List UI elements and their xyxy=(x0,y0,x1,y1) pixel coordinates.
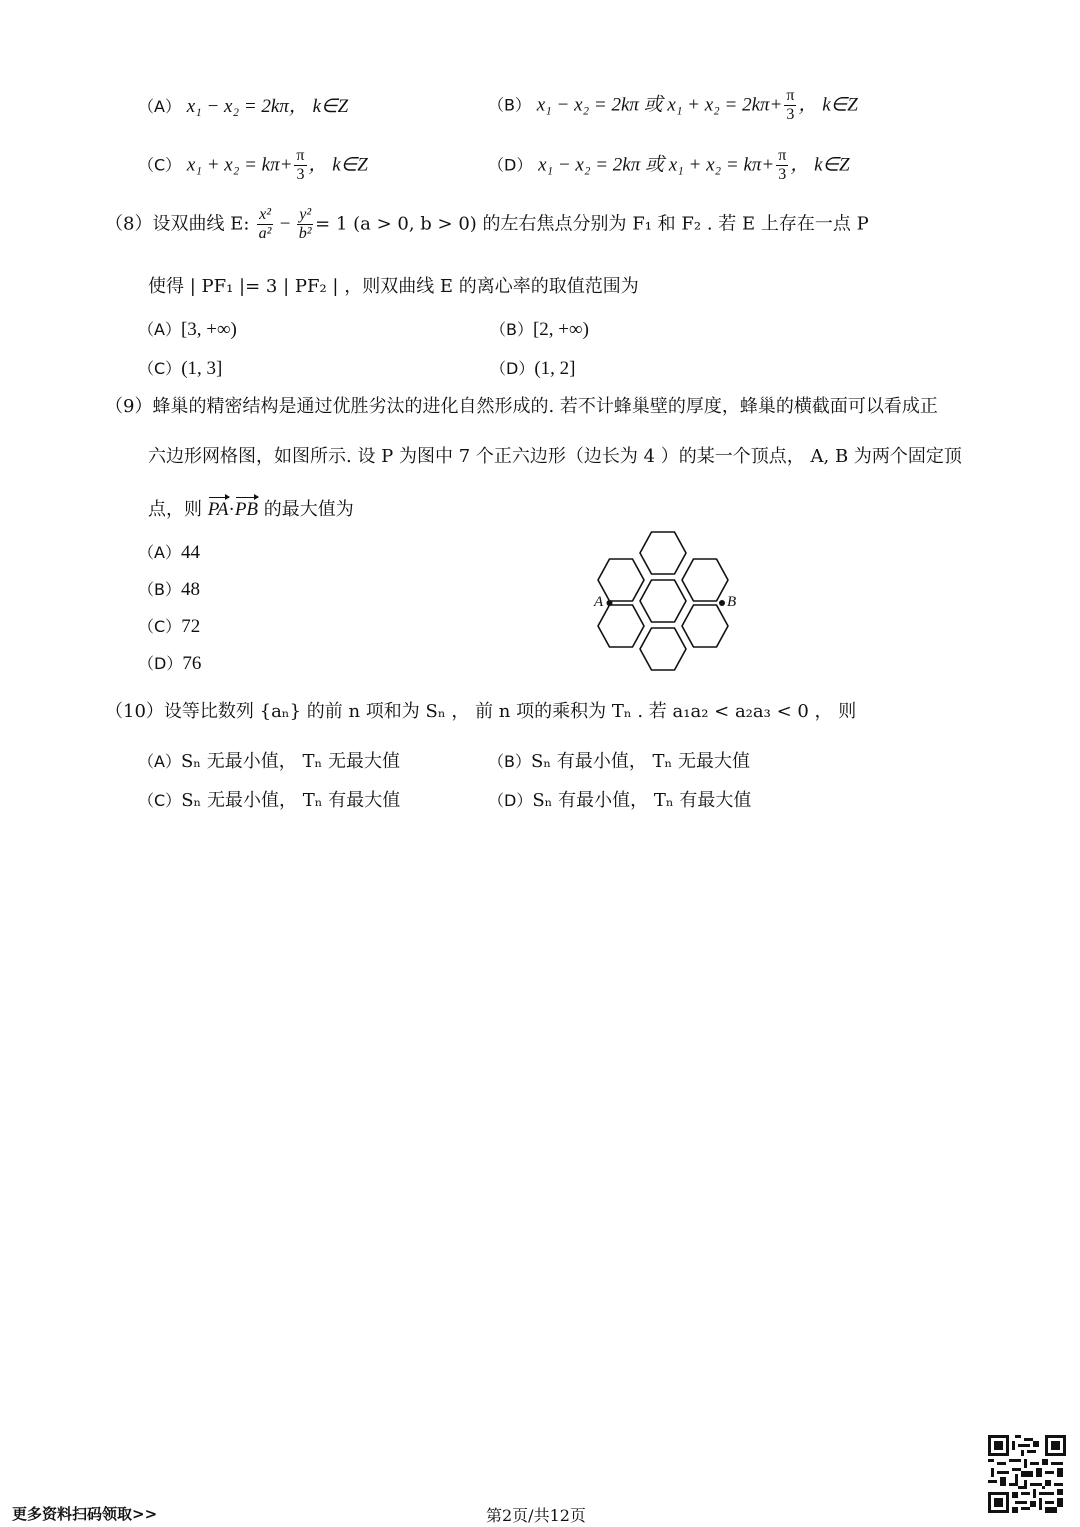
point-b-dot xyxy=(719,600,725,606)
q10-option-b: （B）Sₙ 有最小值， Tₙ 无最大值 xyxy=(488,751,751,772)
q9-stem-line-3: 点，则 PA·PB 的最大值为 xyxy=(148,499,354,520)
q8-option-b: （B）[2, +∞) xyxy=(490,319,589,340)
q7-option-b: （B） x₁ − x₂ = 2kπ 或 x₁ + x₂ = 2kπ+ $\frac{\pi}{3}$ ， k∈Z xyxy=(488,87,858,123)
q8-option-d: （D）(1, 2] xyxy=(490,358,576,379)
option-math: x₁ − x₂ = 2kπ， k∈Z xyxy=(186,96,349,117)
fraction: $\frac{\text{x²}}{\text{a²}}$ xyxy=(258,206,272,242)
hexagon-center xyxy=(640,580,686,622)
q8-option-a: （A）[3, +∞) xyxy=(138,319,237,340)
page-number: 第2页/共12页 xyxy=(486,1506,586,1525)
hexagon-lower-right xyxy=(682,605,728,647)
fraction: $\frac{\pi}{3}$ xyxy=(778,147,787,183)
question-number: （10） xyxy=(105,701,164,722)
q9-option-c: （C）72 xyxy=(138,616,201,637)
option-math: x₁ + x₂ = kπ+ xyxy=(186,154,293,176)
vector-pb: PB xyxy=(234,499,259,520)
option-label: （C） xyxy=(138,155,182,175)
q10-option-a: （A）Sₙ 无最小值， Tₙ 无最大值 xyxy=(138,751,401,772)
q10-stem: （10）设等比数列 {aₙ} 的前 n 项和为 Sₙ ， 前 n 项的乘积为 Tₙ . 若 a₁a₂ < a₂a₃ < 0 ， 则 xyxy=(105,701,857,722)
q10-option-d: （D）Sₙ 有最小值， Tₙ 有最大值 xyxy=(488,790,752,811)
hexagon-upper-right xyxy=(682,559,728,601)
hexagon-upper-left xyxy=(598,559,644,601)
option-label: （B） xyxy=(488,95,531,115)
honeycomb-figure xyxy=(588,528,748,680)
point-a-dot xyxy=(607,600,613,606)
qr-code-icon[interactable] xyxy=(988,1435,1066,1513)
option-label: （D） xyxy=(488,155,533,175)
point-b-label: B xyxy=(727,594,737,610)
question-number: （8） xyxy=(105,213,153,235)
q9-stem-line-1: （9）蜂巢的精密结构是通过优胜劣汰的进化自然形成的. 若不计蜂巢壁的厚度，蜂巢的横截面可以看成正 xyxy=(105,396,938,417)
q8-stem-line-2: 使得 | PF₁ |= 3 | PF₂ | ，则双曲线 E 的离心率的取值范围为 xyxy=(148,276,639,297)
hexagon-top xyxy=(640,532,686,574)
vector-pa: PA xyxy=(207,499,229,520)
q10-option-c: （C）Sₙ 无最小值， Tₙ 有最大值 xyxy=(138,790,401,811)
question-number: （9） xyxy=(105,396,153,417)
option-math: x₁ − x₂ = 2kπ 或 x₁ + x₂ = kπ+ xyxy=(538,154,775,176)
hexagon-bottom xyxy=(640,628,686,670)
q9-option-b: （B）48 xyxy=(138,579,200,600)
q9-stem-line-2: 六边形网格图，如图所示. 设 P 为图中 7 个正六边形（边长为 4 ）的某一个顶点， A, B 为两个固定顶 xyxy=(148,446,962,467)
q7-option-d: （D） x₁ − x₂ = 2kπ 或 x₁ + x₂ = kπ+ $\frac{\pi}{3}$ ， k∈Z xyxy=(488,147,850,183)
hexagon-lower-left xyxy=(598,605,644,647)
fraction: $\frac{\pi}{3}$ xyxy=(786,87,795,123)
q8-option-c: （C）(1, 3] xyxy=(138,358,223,379)
q8-stem-line-1: （8）设双曲线 E: $\frac{\text{x²}}{\text{a²}}$ − $\frac{\text{y²}}{\text{b²}}$ = 1 (a > 0, b > 0) 的左右焦点分别为 F₁ 和 F₂ . 若 E 上存在一点 P xyxy=(105,206,869,242)
q7-option-c: （C） x₁ + x₂ = kπ+ $\frac{\pi}{3}$ ， k∈Z xyxy=(138,147,368,183)
fraction: $\frac{\pi}{3}$ xyxy=(296,147,305,183)
q7-option-a xyxy=(138,97,348,116)
fraction: $\frac{\text{y²}}{\text{b²}}$ xyxy=(298,206,312,242)
footer-scan-prompt[interactable]: 更多资料扫码领取>> xyxy=(12,1505,158,1523)
option-math: x₁ − x₂ = 2kπ 或 x₁ + x₂ = 2kπ+ xyxy=(536,94,783,116)
point-a-label: A xyxy=(594,594,604,610)
option-label: （A） xyxy=(138,97,181,116)
q9-option-d: （D）76 xyxy=(138,653,202,674)
q9-option-a: （A）44 xyxy=(138,542,200,563)
